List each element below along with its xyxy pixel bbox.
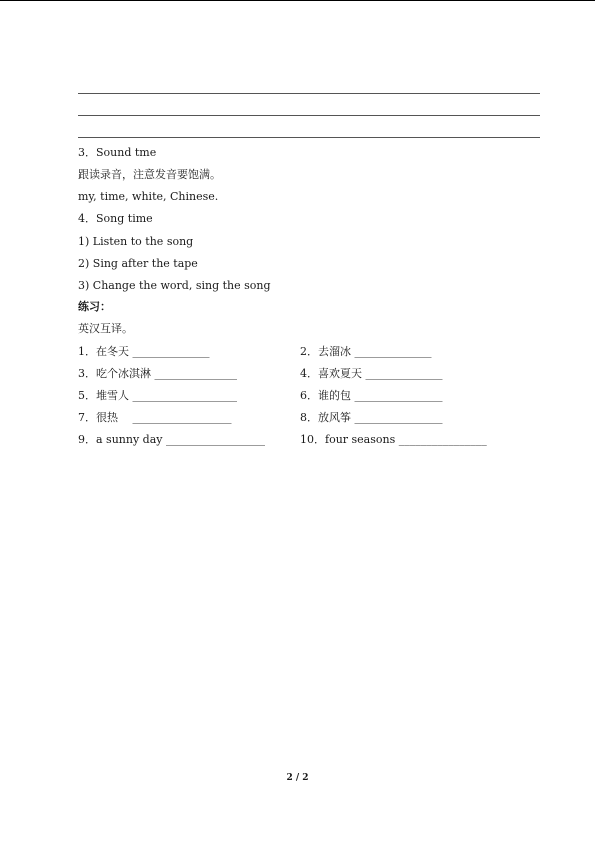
exercise-6: 6．谁的包 ________________ (300, 389, 443, 402)
exercise-1: 1．在冬天 ______________ (78, 345, 210, 358)
exercise-2: 2．去溜冰 ______________ (300, 345, 432, 358)
exercise-9: 9．a sunny day __________________ (78, 433, 265, 446)
practice-title: 练习： (78, 300, 111, 313)
exercise-10: 10．four seasons ________________ (300, 433, 487, 446)
section-4-heading: 4．Song time (78, 212, 153, 225)
answer-line-1 (78, 93, 540, 94)
song-step-3: 3) Change the word, sing the song (78, 279, 271, 292)
answer-line-3 (78, 137, 540, 138)
exercise-7: 7．很热 __________________ (78, 411, 232, 424)
exercise-8: 8．放风筝 ________________ (300, 411, 443, 424)
answer-line-2 (78, 115, 540, 116)
song-step-1: 1) Listen to the song (78, 235, 194, 248)
page-number: 2 / 2 (286, 773, 309, 783)
exercise-4: 4．喜欢夏天 ______________ (300, 367, 443, 380)
section-3-instruction: 跟读录音，注意发音要饱满。 (78, 168, 221, 181)
exercise-5: 5．堆雪人 ___________________ (78, 389, 237, 402)
page-top-border (0, 0, 595, 1)
song-step-2: 2) Sing after the tape (78, 257, 198, 270)
section-3-words: my, time, white, Chinese. (78, 190, 219, 203)
practice-instruction: 英汉互译。 (78, 322, 133, 335)
section-3-heading: 3．Sound tme (78, 146, 157, 159)
exercise-3: 3．吃个冰淇淋 _______________ (78, 367, 237, 380)
